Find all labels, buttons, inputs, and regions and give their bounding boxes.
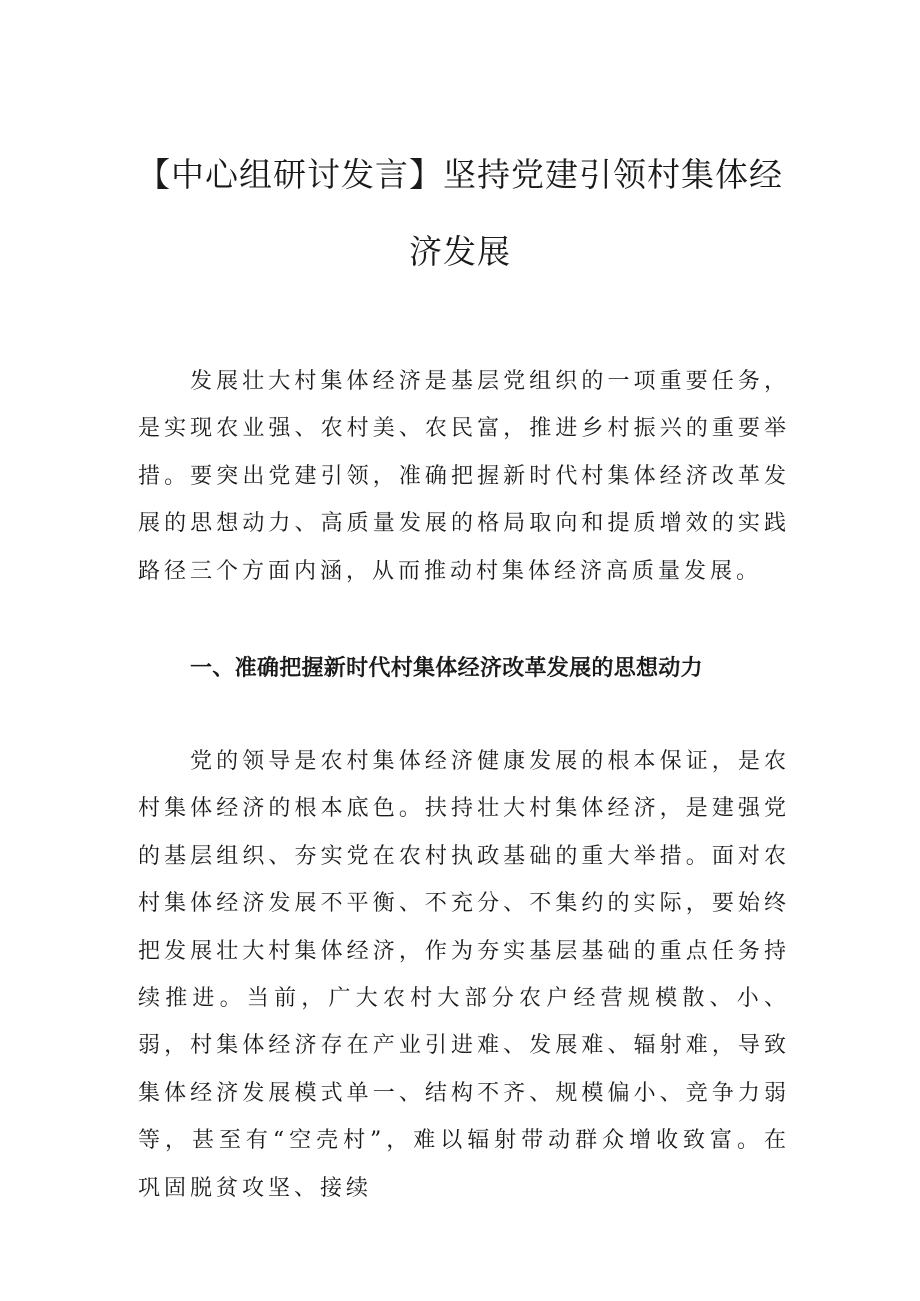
intro-paragraph: 发展壮大村集体经济是基层党组织的一项重要任务，是实现农业强、农村美、农民富，推进乡村振兴的重要举措。要突出党建引领，准确把握新时代村集体经济改革发展的思想动力、高质量发展的格局取向和提质增效的实践路径三个方面内涵，从而推动村集体经济高质量发展。 [138, 369, 790, 584]
section-heading-1: 一、准确把握新时代村集体经济改革发展的思想动力 [190, 656, 703, 681]
document-title-line-1: 【中心组研讨发言】坚持党建引领村集体经 [137, 155, 783, 194]
section-1-paragraph: 党的领导是农村集体经济健康发展的根本保证，是农村集体经济的根本底色。扶持壮大村集体经济，是建强党的基层组织、夯实党在农村执政基础的重大举措。面对农村集体经济发展不平衡、不充分、不集约的实际，要始终把发展壮大村集体经济，作为夯实基层基础的重点任务持续推进。当前，广大农村大部分农户经营规模散、小、弱，村集体经济存在产业引进难、发展难、辐射难，导致集体经济发展模式单一、结构不齐、规模偏小、竞争力弱等，甚至有“空壳村”，难以辐射带动群众增收致富。在巩固脱贫攻坚、接续 [138, 749, 790, 1201]
document-title-line-2: 济发展 [409, 232, 511, 271]
